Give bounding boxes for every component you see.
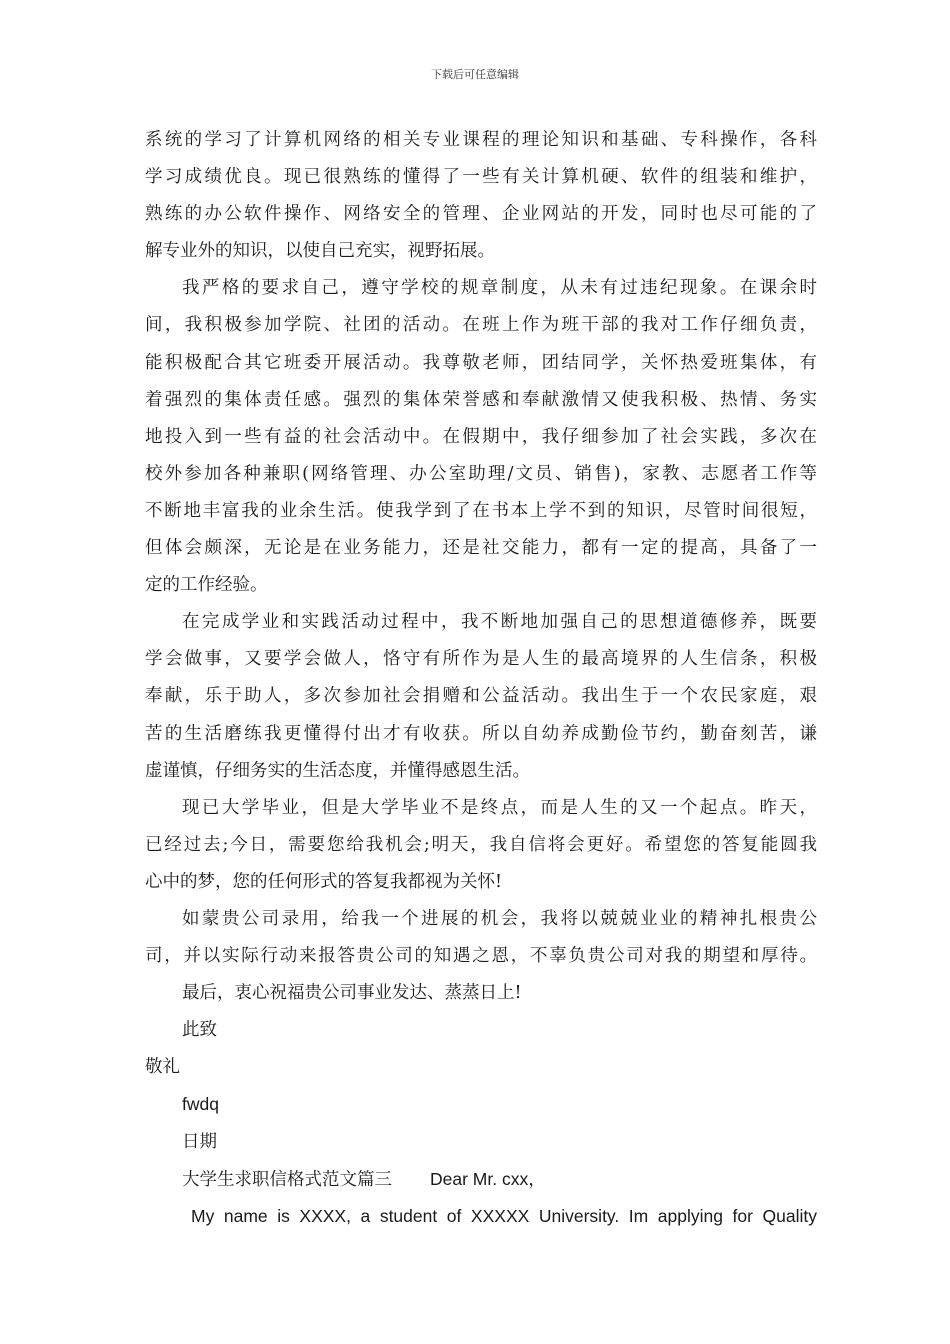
text-line: 定的工作经验。 bbox=[145, 575, 268, 596]
text-line: 在完成学业和实践活动过程中，我不断地加强自己的思想道德修养，既要 bbox=[182, 612, 817, 633]
text-line: 系统的学习了计算机网络的相关专业课程的理论知识和基础、专科操作，各科 bbox=[145, 130, 817, 150]
date-label: 日期 bbox=[182, 1131, 217, 1152]
text-line: 我严格的要求自己，遵守学校的规章制度，从未有过违纪现象。在课余时 bbox=[182, 278, 817, 299]
text-line: 地投入到一些有益的社会活动中。在假期中，我仔细参加了社会实践，多次在 bbox=[145, 426, 817, 447]
text-line: 司，并以实际行动来报答贵公司的知遇之恩，不辜负贵公司对我的期望和厚待。 bbox=[145, 946, 817, 967]
section-title: 大学生求职信格式范文篇三 bbox=[182, 1169, 392, 1190]
text-line: 已经过去;今日，需要您给我机会;明天，我自信将会更好。希望您的答复能圆我 bbox=[145, 834, 817, 855]
text-line: 苦的生活磨练我更懂得付出才有收获。所以自幼养成勤俭节约，勤奋刻苦，谦 bbox=[145, 723, 817, 744]
text-line: 最后，衷心祝福贵公司事业发达、蒸蒸日上! bbox=[182, 983, 522, 1004]
text-line: 如蒙贵公司录用，给我一个进展的机会，我将以兢兢业业的精神扎根贵公 bbox=[182, 908, 817, 929]
text-line: 现已大学毕业，但是大学毕业不是终点，而是人生的又一个起点。昨天， bbox=[182, 797, 817, 818]
salutation-closing: 敬礼 bbox=[145, 1057, 180, 1078]
text-line: 不断地丰富我的业余生活。使我学到了在书本上学不到的知识，尽管时间很短， bbox=[145, 500, 817, 521]
signature-name: fwdq bbox=[182, 1094, 219, 1115]
text-line: 能积极配合其它班委开展活动。我尊敬老师，团结同学，关怀热爱班集体，有 bbox=[145, 352, 817, 373]
text-line: 校外参加各种兼职(网络管理、办公室助理/文员、销售)，家教、志愿者工作等 bbox=[145, 463, 817, 484]
text-line: 虚谨慎，仔细务实的生活态度，并懂得感恩生活。 bbox=[145, 760, 530, 781]
text-line: 学会做事，又要学会做人，恪守有所作为是人生的最高境界的人生信条，积极 bbox=[145, 649, 817, 670]
english-salutation: Dear Mr. cxx， bbox=[430, 1168, 546, 1189]
page-header-note: 下载后可任意编辑 bbox=[431, 68, 519, 81]
letter-body bbox=[145, 122, 817, 1235]
english-text-line: My name is XXXX, a student of XXXXX University. Im applying for Quality bbox=[191, 1205, 817, 1226]
text-line: 解专业外的知识，以使自己充实，视野拓展。 bbox=[145, 241, 495, 262]
text-line: 但体会颇深，无论是在业务能力，还是社交能力，都有一定的提高，具备了一 bbox=[145, 538, 817, 559]
text-line: 学习成绩优良。现已很熟练的懂得了一些有关计算机硬、软件的组装和维护， bbox=[145, 167, 817, 188]
section-title-line bbox=[145, 1161, 817, 1198]
text-line: 心中的梦，您的任何形式的答复我都视为关怀! bbox=[145, 871, 503, 892]
text-line: 奉献，乐于助人，多次参加社会捐赠和公益活动。我出生于一个农民家庭，艰 bbox=[145, 686, 817, 707]
text-line: 间，我积极参加学院、社团的活动。在班上作为班干部的我对工作仔细负责， bbox=[145, 315, 817, 336]
closing-line: 此致 bbox=[182, 1020, 217, 1041]
text-line: 熟练的办公软件操作、网络安全的管理、企业网站的开发，同时也尽可能的了 bbox=[145, 204, 817, 225]
text-line: 着强烈的集体责任感。强烈的集体荣誉感和奉献激情又使我积极、热情、务实 bbox=[145, 389, 817, 410]
